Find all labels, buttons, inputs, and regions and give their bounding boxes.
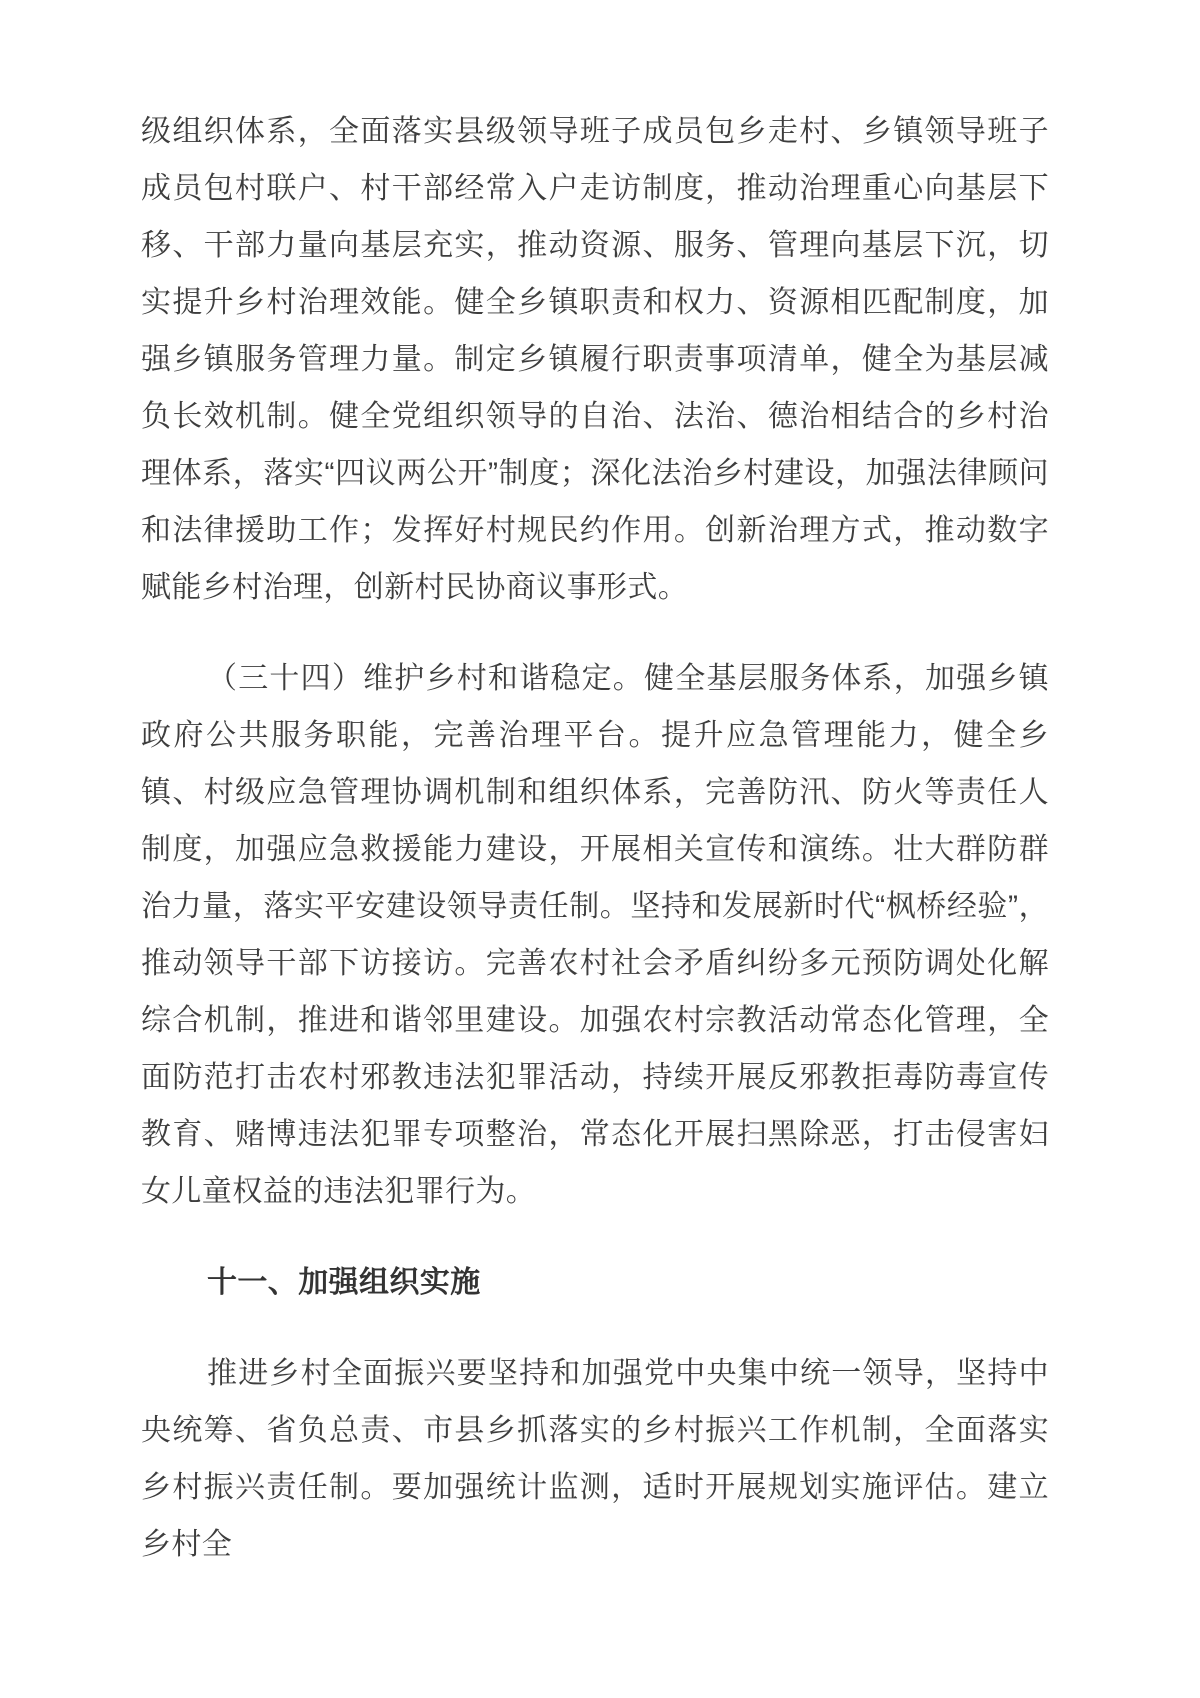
paragraph-item-34: （三十四）维护乡村和谐稳定。健全基层服务体系，加强乡镇政府公共服务职能，完善治理平台。提升应急管理能力，健全乡镇、村级应急管理协调机制和组织体系，完善防汛、防火等责任人制度，加强应急救援能力建设，开展相关宣传和演练。壮大群防群治力量，落实平安建设领导责任制。坚持和发展新时代“枫桥经验”，推动领导干部下访接访。完善农村社会矛盾纠纷多元预防调处化解综合机制，推进和谐邻里建设。加强农村宗教活动常态化管理，全面防范打击农村邪教违法犯罪活动，持续开展反邪教拒毒防毒宣传教育、赌博违法犯罪专项整治，常态化开展扫黑除恶，打击侵害妇女儿童权益的违法犯罪行为。 — [141, 662, 1049, 1208]
paragraph-continuation: 级组织体系，全面落实县级领导班子成员包乡走村、乡镇领导班子成员包村联户、村干部经常入户走访制度，推动治理重心向基层下移、干部力量向基层充实，推动资源、服务、管理向基层下沉，切实提升乡村治理效能。健全乡镇职责和权力、资源相匹配制度，加强乡镇服务管理力量。制定乡镇履行职责事项清单，健全为基层减负长效机制。健全党组织领导的自治、法治、德治相结合的乡村治理体系，落实“四议两公开”制度；深化法治乡村建设，加强法律顾问和法律援助工作；发挥好村规民约作用。创新治理方式，推动数字赋能乡村治理，创新村民协商议事形式。 — [141, 115, 1049, 604]
section-heading-11: 十一、加强组织实施 — [207, 1266, 481, 1299]
paragraph-implementation: 推进乡村全面振兴要坚持和加强党中央集中统一领导，坚持中央统筹、省负总责、市县乡抓落实的乡村振兴工作机制，全面落实乡村振兴责任制。要加强统计监测，适时开展规划实施评估。建立乡村全 — [141, 1357, 1049, 1561]
document-body — [141, 103, 1049, 1573]
